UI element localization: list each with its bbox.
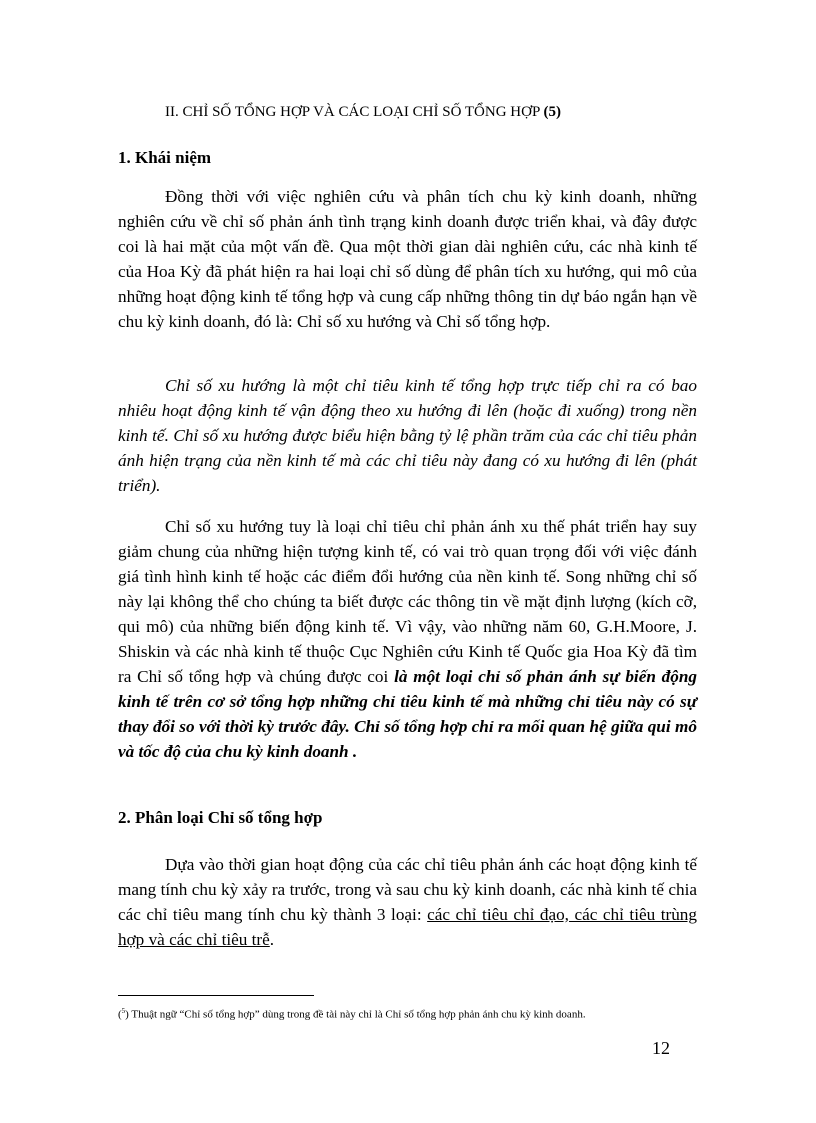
paragraph-intro: Đồng thời với việc nghiên cứu và phân tích chu kỳ kinh doanh, những nghiên cứu về chỉ số phản ánh tình trạng kinh doanh được triển khai, và đây được coi là hai mặt của một vấn đề. Qua một thời gian dài nghiên cứu, các nhà kinh tế của Hoa Kỳ đã phát hiện ra hai loại chỉ số dùng để phân tích xu hướng, qui mô của những hoạt động kinh tế tổng hợp và cung cấp những thông tin dự báo ngắn hạn về chu kỳ kinh doanh, đó là: Chỉ số xu hướng và Chỉ số tổng hợp. [118, 187, 697, 331]
paragraph-composite-index [118, 514, 697, 764]
page-number: 12 [652, 1038, 670, 1058]
paragraph-classification [118, 852, 697, 952]
paragraph-classification-text: Dựa vào thời gian hoạt động của các chỉ tiêu phản ánh các hoạt động kinh tế mang tính chu kỳ xảy ra trước, trong và sau chu kỳ kinh doanh, các nhà kinh tế chia các chỉ tiêu mang tính chu kỳ thành 3 loại: [118, 855, 697, 924]
section-title-text: II. CHỈ SỐ TỔNG HỢP VÀ CÁC LOẠI CHỈ SỐ TỔNG HỢP [165, 104, 540, 120]
paragraph-classification-end: . [269, 930, 275, 949]
paragraph-composite-index-text: Chỉ số xu hướng tuy là loại chỉ tiêu chỉ phản ánh xu thế phát triển hay suy giảm chung của những hiện tượng kinh tế, có vai trò quan trọng đối với việc đánh giá tình hình kinh tế hoặc các điểm đổi hướng của nền kinh tế. Song những chỉ số này lại không thể cho chúng ta biết được các thông tin về mặt định lượng (kích cỡ, qui mô) của những biến động kinh tế. Vì vậy, vào những năm 60, G.H.Moore, J. Shiskin và các nhà kinh tế thuộc Cục Nghiên cứu Kinh tế Quốc gia Hoa Kỳ đã tìm ra Chỉ số tổng hợp và chúng được coi [118, 517, 697, 686]
paragraph-trend-index-definition: Chỉ số xu hướng là một chỉ tiêu kinh tế tổng hợp trực tiếp chỉ ra có bao nhiêu hoạt động kinh tế vận động theo xu hướng đi lên (hoặc đi xuống) trong nền kinh tế. Chỉ số xu hướng được biểu hiện bằng tỷ lệ phần trăm của các chỉ tiêu phản ánh hiện trạng của nền kinh tế mà các chỉ tiêu này đang có xu hướng đi lên (phát triển). [118, 376, 697, 495]
section-title [165, 101, 561, 123]
footnote: ($^5$) Thuật ngữ “Chỉ số tổng hợp” dùng trong đề tài này chỉ là Chỉ số tổng hợp phản ánh chu kỳ kinh doanh. [118, 1007, 586, 1021]
heading-concept: 1. Khái niệm [118, 148, 212, 167]
heading-classification: 2. Phân loại Chỉ số tổng hợp [118, 808, 323, 827]
footnote-divider [118, 995, 314, 996]
indicator-types: các chỉ tiêu chỉ đạo, các chỉ tiêu trùng hợp và các chỉ tiêu trễ [118, 905, 697, 949]
footnote-marker: 5 [121, 1007, 126, 1015]
footnote-text: Thuật ngữ “Chỉ số tổng hợp” dùng trong đề tài này chỉ là Chỉ số tổng hợp phản ánh chu kỳ kinh doanh. [128, 1008, 586, 1021]
composite-index-definition: là một loại chỉ số phản ánh sự biến động kinh tế trên cơ sở tổng hợp những chỉ tiêu kinh tế mà những chỉ tiêu này có sự thay đổi so với thời kỳ trước đây. Chỉ số tổng hợp chỉ ra mối quan hệ giữa qui mô và tốc độ của chu kỳ kinh doanh . [118, 667, 697, 761]
footnote-reference: (5) [543, 104, 561, 120]
